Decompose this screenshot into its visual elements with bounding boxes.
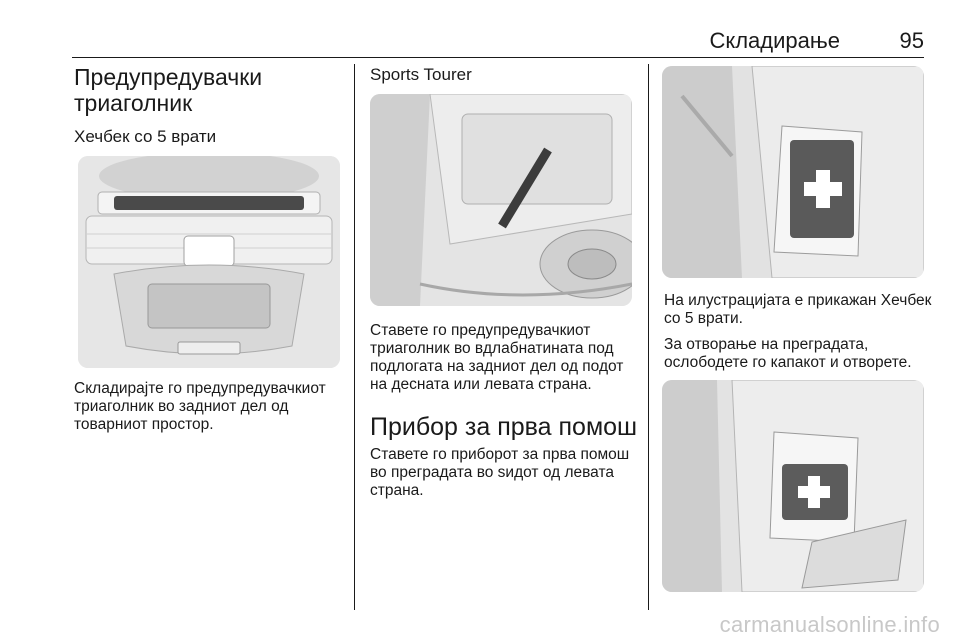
page-number: 95 bbox=[899, 28, 924, 53]
column-divider-1 bbox=[354, 64, 355, 610]
column-1-caption-wrap bbox=[74, 380, 346, 434]
first-aid-compartment-open-illustration bbox=[662, 380, 924, 592]
sports-tourer-caption: Ставете го предупредувачкиот триаголник во вдлабнатината под подлогата на задниот дел од подот на десната или левата страна. bbox=[370, 322, 624, 393]
watermark: carmanualsonline.info bbox=[719, 612, 940, 637]
column-2 bbox=[370, 64, 638, 86]
hatchback-subheading: Хечбек со 5 врати bbox=[74, 127, 217, 146]
column-3-body bbox=[664, 292, 934, 372]
column-divider-2 bbox=[648, 64, 649, 610]
column-1 bbox=[74, 64, 346, 148]
warning-triangle-heading: Предупредувачки триаголник bbox=[74, 64, 263, 116]
hatchback-caption: Складирајте го предупредувачкиот триаголник во задниот дел од товарниот простор. bbox=[74, 380, 326, 433]
column-2-body bbox=[370, 322, 642, 500]
header-rule bbox=[72, 57, 924, 59]
compartment-open-instruction: За отворање на преградата, ослободете го капакот и отворете. bbox=[664, 336, 912, 371]
hatchback-trunk-illustration bbox=[78, 156, 340, 368]
compartment-caption-hatchback: На илустрацијата е прикажан Хечбек со 5 врати. bbox=[664, 292, 932, 327]
section-title: Складирање bbox=[709, 28, 840, 53]
first-aid-compartment-closed-illustration bbox=[662, 66, 924, 278]
sports-tourer-subheading: Sports Tourer bbox=[370, 65, 472, 84]
sports-tourer-trunk-illustration bbox=[370, 94, 632, 306]
first-aid-kit-heading: Прибор за прва помош bbox=[370, 413, 638, 441]
page-header bbox=[72, 26, 924, 56]
first-aid-kit-text: Ставете го приборот за прва помош во преградата во ѕидот од левата страна. bbox=[370, 446, 630, 499]
